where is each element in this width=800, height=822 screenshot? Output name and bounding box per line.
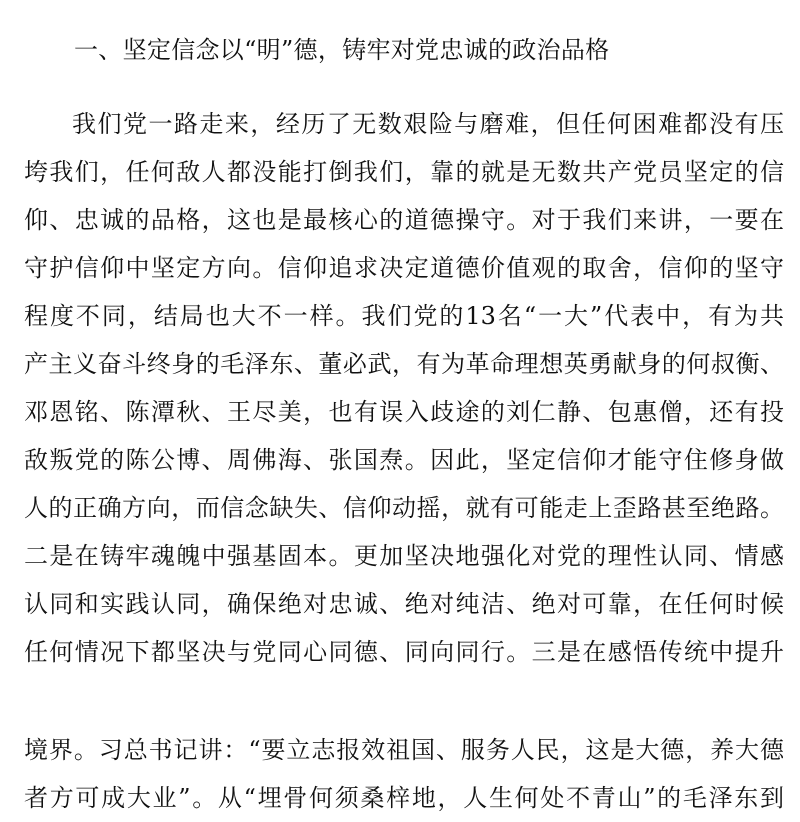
paragraph-line: 任何情况下都坚决与党同心同德、同向同行。三是在感悟传统中提升 — [24, 638, 784, 666]
paragraph-line: 二是在铸牢魂魄中强基固本。更加坚决地强化对党的理性认同、情感 — [24, 542, 784, 570]
paragraph-line: 程度不同，结局也大不一样。我们党的13名“一大”代表中，有为共 — [24, 302, 784, 330]
paragraph-line: 仰、忠诚的品格，这也是最核心的道德操守。对于我们来讲，一要在 — [24, 206, 784, 234]
paragraph-line: 我们党一路走来，经历了无数艰险与磨难，但任何困难都没有压 — [72, 110, 784, 138]
paragraph-line: 垮我们，任何敌人都没能打倒我们，靠的就是无数共产党员坚定的信 — [24, 158, 784, 186]
paragraph-line: 者方可成大业”。从“埋骨何须桑梓地，人生何处不青山”的毛泽东到 — [24, 784, 784, 812]
paragraph-block-continued — [24, 726, 784, 822]
paragraph-line: 邓恩铭、陈潭秋、王尽美，也有误入歧途的刘仁静、包惠僧，还有投 — [24, 398, 784, 426]
section-heading: 一、坚定信念以“明”德，铸牢对党忠诚的政治品格 — [74, 36, 610, 64]
paragraph-line: 敌叛党的陈公博、周佛海、张国焘。因此，坚定信仰才能守住修身做 — [24, 446, 784, 474]
paragraph-line: 人的正确方向，而信念缺失、信仰动摇，就有可能走上歪路甚至绝路。 — [24, 494, 784, 522]
paragraph-line: 认同和实践认同，确保绝对忠诚、绝对纯洁、绝对可靠，在任何时候 — [24, 590, 784, 618]
paragraph-line: 产主义奋斗终身的毛泽东、董必武，有为革命理想英勇献身的何叔衡、 — [24, 350, 784, 378]
paragraph-block — [24, 100, 784, 676]
paragraph-line: 守护信仰中坚定方向。信仰追求决定道德价值观的取舍，信仰的坚守 — [24, 254, 784, 282]
paragraph-line: 境界。习总书记讲：“要立志报效祖国、服务人民，这是大德，养大德 — [24, 736, 784, 764]
